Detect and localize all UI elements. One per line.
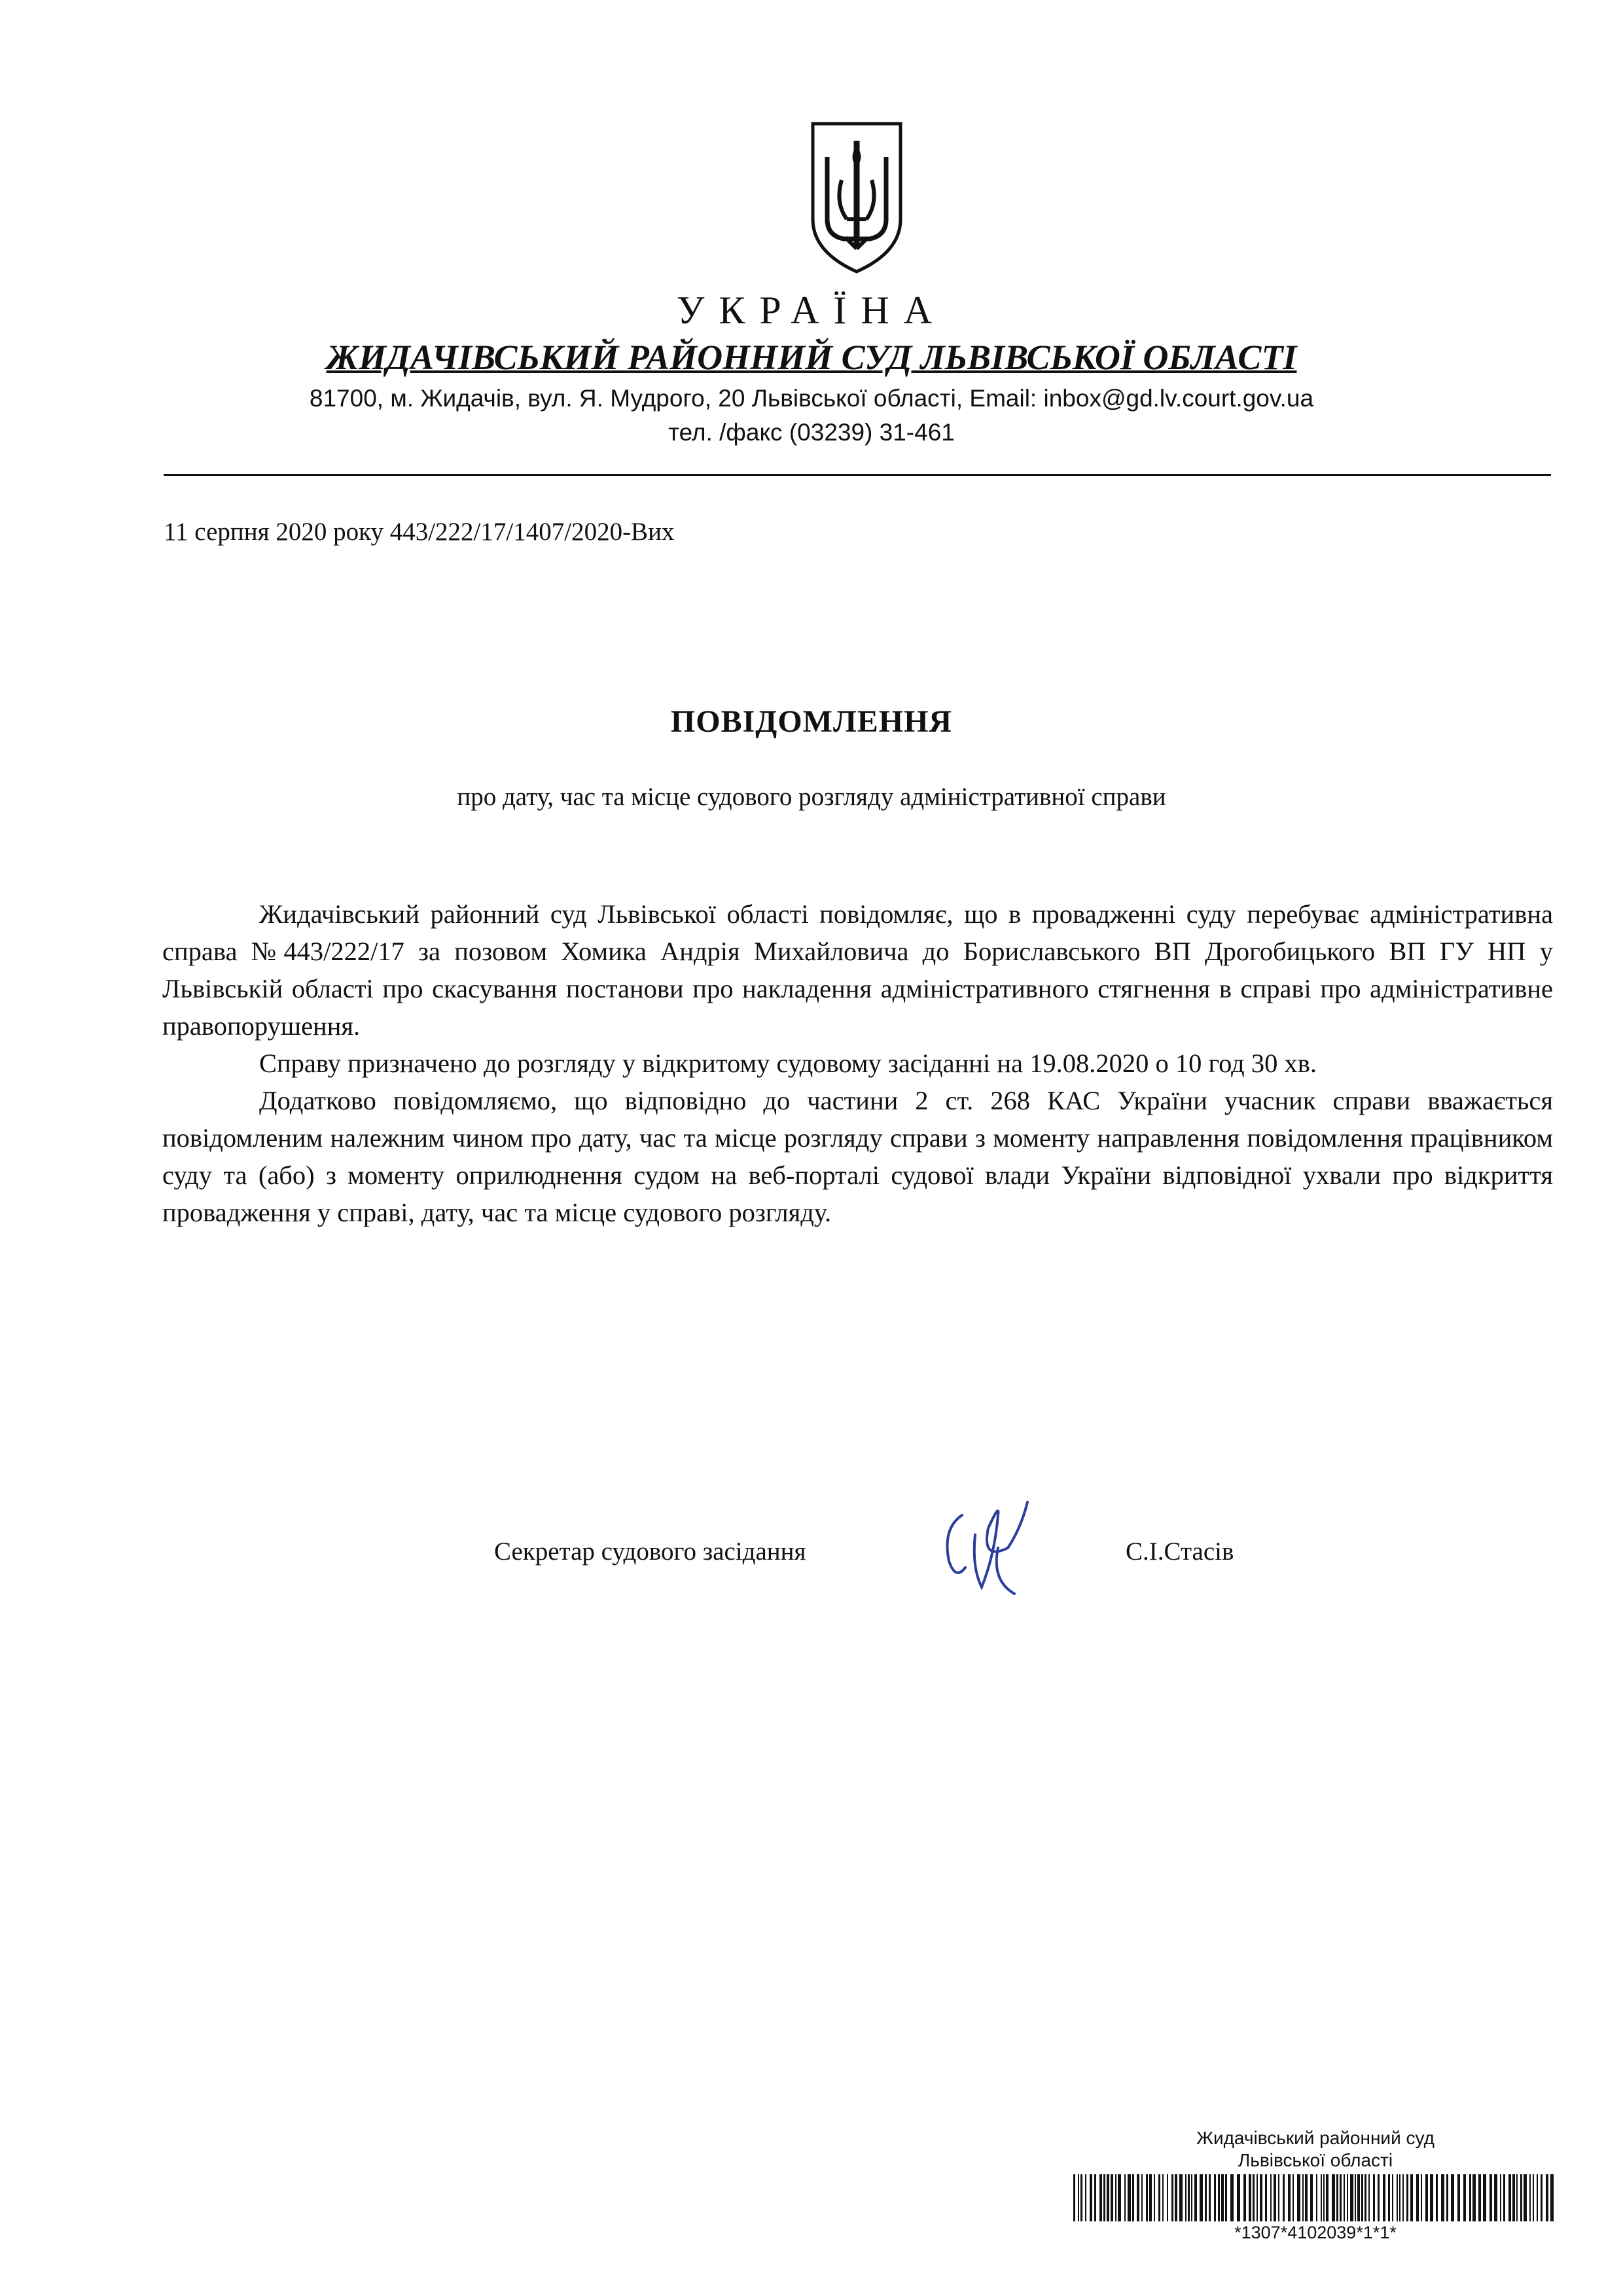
signer-role: Секретар судового засідання [494, 1537, 806, 1566]
barcode-number: *1307*4102039*1*1* [1234, 2223, 1397, 2242]
barcode-bar [1546, 2174, 1548, 2221]
barcode-bar [1321, 2174, 1322, 2221]
barcode-icon [1073, 2174, 1558, 2221]
document-title: ПОВІДОМЛЕННЯ [670, 704, 953, 739]
stamp-court-line: Жидачівський районний суд [1196, 2128, 1435, 2148]
barcode-bar [1073, 2174, 1075, 2221]
barcode-bar [1361, 2174, 1363, 2221]
barcode-bar [1520, 2174, 1522, 2221]
body-paragraph: Жидачівський районний суд Львівської області повідомляє, що в провадженні суду перебуває адміністративна справа №443/222/17 за позовом Хомика Андрія Михайловича до Бориславського ВП Дрогобицького ВП ГУ НП у Львівській області про скасування постанови про накладення адміністративного стягнення в справі про адміністративне правопорушення. [162, 899, 1553, 1041]
barcode-bar [1149, 2174, 1152, 2221]
barcode-bar [1175, 2174, 1177, 2221]
barcode-bar [1094, 2174, 1096, 2221]
barcode-bar [1090, 2174, 1092, 2221]
barcode-bar [1357, 2174, 1360, 2221]
barcode-bar [1078, 2174, 1079, 2221]
barcode-bar [1293, 2174, 1294, 2221]
barcode-bar [1115, 2174, 1116, 2221]
barcode-bar [1524, 2174, 1527, 2221]
barcode-bar [1270, 2174, 1272, 2221]
barcode-bar [1512, 2174, 1515, 2221]
barcode-bar [1478, 2174, 1481, 2221]
barcode-bar [1406, 2174, 1408, 2221]
barcode-bar [1260, 2174, 1262, 2221]
barcode-bar [1310, 2174, 1313, 2221]
barcode-bar [1364, 2174, 1366, 2221]
barcode-bar [1500, 2174, 1501, 2221]
barcode-bar [1305, 2174, 1308, 2221]
barcode-bar [1103, 2174, 1105, 2221]
barcode-bar [1323, 2174, 1325, 2221]
barcode-bar [1128, 2174, 1131, 2221]
header-divider [164, 474, 1551, 476]
barcode-bar [1347, 2174, 1348, 2221]
barcode-bar [1316, 2174, 1317, 2221]
barcode-bar [1111, 2174, 1113, 2221]
barcode-bar [1368, 2174, 1370, 2221]
barcode-bar [1436, 2174, 1438, 2221]
barcode-bar [1080, 2174, 1082, 2221]
barcode-bar [1402, 2174, 1404, 2221]
barcode-bar [1209, 2174, 1211, 2221]
barcode-bar [1179, 2174, 1183, 2221]
barcode-bar [1388, 2174, 1390, 2221]
barcode-bar [1185, 2174, 1186, 2221]
signer-name: С.І.Стасів [1126, 1537, 1234, 1566]
coat-of-arms-icon [808, 121, 906, 275]
barcode-bar [1107, 2174, 1109, 2221]
barcode-bar [1533, 2174, 1534, 2221]
barcode-bar [1167, 2174, 1168, 2221]
barcode-bar [1214, 2174, 1216, 2221]
barcode-bar [1137, 2174, 1139, 2221]
barcode-bar [1154, 2174, 1155, 2221]
barcode-bar [1537, 2174, 1538, 2221]
barcode-bar [1378, 2174, 1380, 2221]
stamp-region-line: Львівської області [1238, 2150, 1393, 2170]
barcode-bar [1288, 2174, 1291, 2221]
barcode-bar [1158, 2174, 1160, 2221]
barcode-bar [1550, 2174, 1554, 2221]
barcode-bar [1141, 2174, 1143, 2221]
barcode-bar [1397, 2174, 1398, 2221]
barcode-bar [1483, 2174, 1486, 2221]
barcode-bar [1332, 2174, 1335, 2221]
barcode-bar [1529, 2174, 1531, 2221]
barcode-bar [1489, 2174, 1492, 2221]
barcode-bar [1194, 2174, 1197, 2221]
barcode-bar [1230, 2174, 1234, 2221]
barcode-bar [1257, 2174, 1258, 2221]
barcode-bar [1146, 2174, 1148, 2221]
barcode-bar [1399, 2174, 1400, 2221]
barcode-bar [1430, 2174, 1433, 2221]
barcode-bar [1425, 2174, 1428, 2221]
barcode-bar [1265, 2174, 1267, 2221]
court-name: ЖИДАЧІВСЬКИЙ РАЙОННИЙ СУД ЛЬВІВСЬКОЇ ОБЛАСТІ [326, 338, 1297, 377]
barcode-bar [1541, 2174, 1543, 2221]
country-name: УКРАЇНА [676, 289, 947, 332]
court-address: 81700, м. Жидачів, вул. Я. Мудрого, 20 Львівської області, Email: inbox@gd.lv.court.gov.ua [309, 385, 1314, 412]
document-subtitle: про дату, час та місце судового розгляду адміністративної справи [457, 783, 1166, 811]
barcode-bar [1200, 2174, 1203, 2221]
barcode-bar [1237, 2174, 1240, 2221]
document-body [162, 895, 1553, 1231]
barcode-bar [1373, 2174, 1375, 2221]
body-paragraph: Справу призначено до розгляду у відкритому судовому засіданні на 19.08.2020 о 10 год 30 хв. [259, 1049, 1317, 1078]
barcode-bar [1221, 2174, 1224, 2221]
barcode-bar [1297, 2174, 1300, 2221]
barcode-bar [1457, 2174, 1460, 2221]
barcode-bar [1118, 2174, 1121, 2221]
barcode-bar [1350, 2174, 1353, 2221]
barcode-bar [1099, 2174, 1102, 2221]
barcode-bar [1249, 2174, 1251, 2221]
barcode-bar [1225, 2174, 1227, 2221]
barcode-bar [1383, 2174, 1385, 2221]
barcode-bar [1283, 2174, 1285, 2221]
barcode-bar [1162, 2174, 1164, 2221]
barcode-bar [1326, 2174, 1329, 2221]
barcode-bar [1463, 2174, 1466, 2221]
barcode-bar [1171, 2174, 1173, 2221]
barcode-bar [1410, 2174, 1413, 2221]
barcode-bar [1278, 2174, 1279, 2221]
body-paragraph: Додатково повідомляємо, що відповідно до частини 2 ст. 268 КАС України учасник справи вважається повідомленим належним чином про дату, час та місце розгляду справи з моменту направлення повідомлення працівником суду та (або) з моменту оприлюднення судом на веб-порталі судової влади України відповідної ухвали про відкриття провадження у справі, дату, час та місце судового розгляду. [162, 1086, 1553, 1227]
barcode-bar [1243, 2174, 1246, 2221]
barcode-bar [1469, 2174, 1471, 2221]
barcode-bar [1188, 2174, 1190, 2221]
barcode-bar [1446, 2174, 1448, 2221]
barcode-bar [1503, 2174, 1505, 2221]
outgoing-number: 11 серпня 2020 року 443/222/17/1407/2020-Вих [164, 518, 675, 546]
barcode-bar [1392, 2174, 1393, 2221]
barcode-bar [1191, 2174, 1192, 2221]
barcode-bar [1274, 2174, 1276, 2221]
barcode-bar [1218, 2174, 1220, 2221]
barcode-bar [1344, 2174, 1345, 2221]
barcode-bar [1472, 2174, 1476, 2221]
barcode-bar [1494, 2174, 1497, 2221]
barcode-bar [1451, 2174, 1454, 2221]
barcode-bar [1205, 2174, 1207, 2221]
court-phone: тел. /факс (03239) 31-461 [668, 419, 955, 446]
barcode-bar [1085, 2174, 1086, 2221]
registration-stamp [1067, 2127, 1564, 2243]
handwritten-signature-icon [936, 1489, 1041, 1600]
barcode-bar [1421, 2174, 1422, 2221]
barcode-bar [1441, 2174, 1444, 2221]
barcode-bar [1253, 2174, 1255, 2221]
barcode-bar [1355, 2174, 1356, 2221]
barcode-bar [1416, 2174, 1419, 2221]
barcode-bar [1302, 2174, 1304, 2221]
barcode-bar [1132, 2174, 1134, 2221]
barcode-bar [1516, 2174, 1518, 2221]
barcode-bar [1124, 2174, 1126, 2221]
barcode-bar [1336, 2174, 1338, 2221]
barcode-bar [1508, 2174, 1511, 2221]
barcode-bar [1340, 2174, 1342, 2221]
